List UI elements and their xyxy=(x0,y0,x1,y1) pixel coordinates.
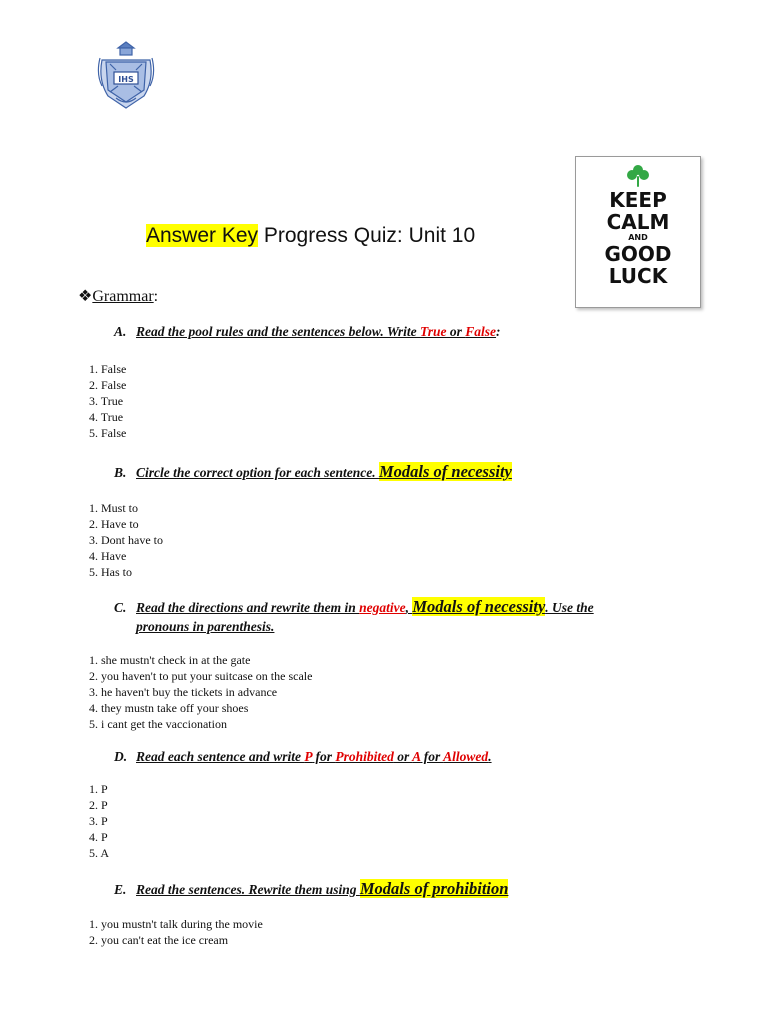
section-c-answers xyxy=(89,652,312,732)
list-item: 5. Has to xyxy=(89,565,132,579)
section-b-highlight: Modals of necessity xyxy=(378,462,512,481)
list-item: 2. P xyxy=(89,798,108,812)
list-item: 2. False xyxy=(89,378,127,392)
section-d-for1: for xyxy=(312,749,336,764)
section-e-highlight: Modals of prohibition xyxy=(359,879,509,898)
a-letter: A xyxy=(412,749,421,764)
true-word: True xyxy=(420,324,447,339)
list-item: 4. True xyxy=(89,410,124,424)
section-c-text2: . Use the xyxy=(545,600,594,615)
list-item: 2. you haven't to put your suitcase on the scale xyxy=(89,669,313,683)
grammar-colon: : xyxy=(153,288,159,305)
list-item: 1. she mustn't check in at the gate xyxy=(89,653,251,667)
list-item: 3. he haven't buy the tickets in advance xyxy=(89,685,278,699)
title-highlight: Answer Key xyxy=(146,224,259,247)
list-item: 5. False xyxy=(89,426,127,440)
page-title xyxy=(146,224,475,248)
section-a-or: or xyxy=(446,324,466,339)
grammar-label: Grammar xyxy=(92,288,154,305)
negative-word: negative xyxy=(359,600,406,615)
poster-luck: LUCK xyxy=(608,264,668,288)
list-item: 4. they mustn take off your shoes xyxy=(89,701,249,715)
grammar-heading xyxy=(78,286,158,306)
section-b-instruction xyxy=(114,462,512,482)
poster-calm: CALM xyxy=(606,210,670,234)
list-item: 1. Must to xyxy=(89,501,139,515)
section-c-letter: C. xyxy=(114,600,127,615)
section-d-instruction xyxy=(114,749,492,765)
list-item: 3. True xyxy=(89,394,124,408)
diamond-bullet-icon: ❖ xyxy=(78,288,93,305)
list-item: 2. you can't eat the ice cream xyxy=(89,933,229,947)
section-b-answers xyxy=(89,500,163,580)
list-item: 3. P xyxy=(89,814,108,828)
prohibited-word: Prohibited xyxy=(335,749,394,764)
section-d-end: . xyxy=(488,749,492,764)
list-item: 1. P xyxy=(89,782,108,796)
section-d-letter: D. xyxy=(114,749,128,764)
section-a-end: : xyxy=(496,324,501,339)
section-a-letter: A. xyxy=(114,324,127,339)
list-item: 1. you mustn't talk during the movie xyxy=(89,917,263,931)
section-a-answers xyxy=(89,361,126,441)
poster-and: AND xyxy=(628,233,648,242)
list-item: 1. False xyxy=(89,362,127,376)
list-item: 5. A xyxy=(89,846,110,860)
section-e-instruction xyxy=(114,879,508,899)
section-d-or: or xyxy=(393,749,413,764)
section-e-answers xyxy=(89,916,263,948)
section-c-text: Read the directions and rewrite them in xyxy=(136,600,360,615)
section-e-letter: E. xyxy=(114,882,127,897)
poster-good: GOOD xyxy=(604,242,672,266)
poster-keep: KEEP xyxy=(609,188,667,212)
section-e-text: Read the sentences. Rewrite them using xyxy=(136,882,360,897)
list-item: 4. Have xyxy=(89,549,127,563)
allowed-word: Allowed xyxy=(443,749,489,764)
list-item: 5. i cant get the vaccionation xyxy=(89,717,227,731)
list-item: 2. Have to xyxy=(89,517,139,531)
section-d-for2: for xyxy=(420,749,444,764)
svg-text:IHS: IHS xyxy=(118,75,134,84)
section-d-answers xyxy=(89,781,109,861)
section-d-text: Read each sentence and write xyxy=(136,749,305,764)
section-c-line2: pronouns in parenthesis. xyxy=(136,619,275,634)
section-a-text: Read the pool rules and the sentences below. Write xyxy=(136,324,421,339)
section-c-highlight: Modals of necessity xyxy=(412,597,546,616)
section-b-text: Circle the correct option for each sentence. xyxy=(136,465,379,480)
p-letter: P xyxy=(304,749,313,764)
false-word: False xyxy=(465,324,497,339)
title-rest: Progress Quiz: Unit 10 xyxy=(258,224,476,247)
clover-icon xyxy=(625,163,651,189)
list-item: 3. Dont have to xyxy=(89,533,163,547)
keep-calm-poster xyxy=(575,156,701,308)
section-b-letter: B. xyxy=(114,465,127,480)
list-item: 4. P xyxy=(89,830,108,844)
school-crest-logo xyxy=(96,40,156,112)
section-c-comma: , xyxy=(405,600,413,615)
section-c-instruction xyxy=(114,597,594,635)
section-a-instruction xyxy=(114,324,501,340)
